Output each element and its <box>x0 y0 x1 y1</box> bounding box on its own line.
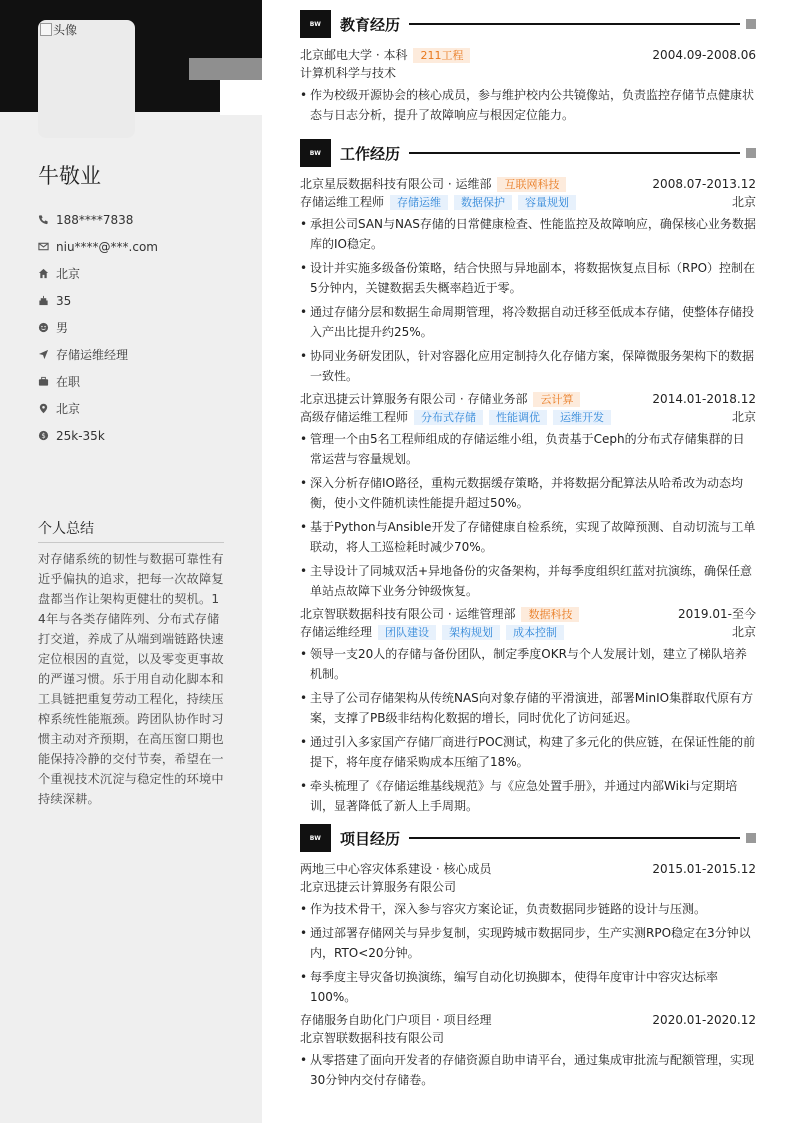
skill-tag: 存储运维 <box>390 195 448 210</box>
list-item: • 每季度主导灾备切换演练，编写自动化切换脚本，使得年度审计中容灾达标率100%。 <box>300 967 756 1007</box>
job-role: 高级存储运维工程师 <box>300 410 409 424</box>
project-bullets <box>300 899 756 1007</box>
work-header <box>300 139 756 167</box>
work-entry <box>300 390 756 601</box>
work-section <box>300 139 756 820</box>
work-entry <box>300 605 756 816</box>
section-end-square <box>746 19 756 29</box>
section-badge: BW <box>300 824 331 852</box>
education-header <box>300 10 756 38</box>
skill-tag: 运维开发 <box>553 410 611 425</box>
phone-icon <box>38 214 56 225</box>
section-end-square <box>746 148 756 158</box>
avatar <box>38 20 135 138</box>
list-item: • 牵头梳理了《存储运维基线规范》与《应急处置手册》，并通过内部Wiki与定期培训，显著降低了新人上手周期。 <box>300 776 756 816</box>
skill-tag: 分布式存储 <box>414 410 483 425</box>
candidate-name: 牛敬业 <box>38 164 101 188</box>
school-name: 北京邮电大学 · 本科 <box>300 48 408 62</box>
skill-tag: 数据保护 <box>454 195 512 210</box>
section-divider <box>409 23 740 25</box>
list-item: • 基于Python与Ansible开发了存储健康自检系统，实现了故障预测、自动切流与工单联动，将人工巡检耗时减少70%。 <box>300 517 756 557</box>
avatar-alt-text: 头像 <box>40 21 77 38</box>
industry-tag: 互联网科技 <box>497 177 566 192</box>
industry-tag: 数据科技 <box>521 607 579 622</box>
project-dates: 2015.01-2015.12 <box>652 862 756 876</box>
list-item: • 管理一个由5名工程师组成的存储运维小组，负责基于Ceph的分布式存储集群的日常运营与容量规划。 <box>300 429 756 469</box>
send-icon <box>38 349 56 360</box>
work-city: 北京 <box>731 625 756 639</box>
job-role: 存储运维经理 <box>300 625 373 639</box>
list-item: • 领导一支20人的存储与备份团队，制定季度OKR与个人发展计划，建立了梯队培养机制。 <box>300 644 756 684</box>
work-city: 北京 <box>731 195 756 209</box>
section-title: 项目经历 <box>340 829 401 848</box>
list-item: • 协同业务研发团队，针对容器化应用定制持久化存储方案，保障微服务架构下的数据一致性。 <box>300 346 756 386</box>
company-name: 北京智联数据科技有限公司 · 运维管理部 <box>300 607 516 621</box>
list-item: • 主导了公司存储架构从传统NAS向对象存储的平滑演进，部署MinIO集群取代原有方案，支撑了PB级非结构化数据的增长，同时优化了访问延迟。 <box>300 688 756 728</box>
summary-title: 个人总结 <box>38 518 224 543</box>
project-bullets <box>300 1050 756 1090</box>
projects-header <box>300 824 756 852</box>
section-divider <box>409 837 740 839</box>
section-title: 教育经历 <box>340 15 401 34</box>
section-title: 工作经历 <box>340 144 401 163</box>
work-dates: 2019.01-至今 <box>678 607 756 621</box>
header-accent-block <box>189 58 262 80</box>
info-residence: 北京 <box>38 260 248 287</box>
work-bullets <box>300 429 756 601</box>
home-icon <box>38 268 56 279</box>
list-item: • 设计并实施多级备份策略，结合快照与异地副本，将数据恢复点目标（RPO）控制在5分钟内，关键数据丢失概率趋近于零。 <box>300 258 756 298</box>
major: 计算机科学与技术 <box>300 66 397 80</box>
job-role: 存储运维工程师 <box>300 195 385 209</box>
work-bullets <box>300 644 756 816</box>
work-dates: 2008.07-2013.12 <box>652 177 756 191</box>
info-job-status: 在职 <box>38 368 248 395</box>
info-age: 35 <box>38 287 248 314</box>
industry-tag: 云计算 <box>533 392 580 407</box>
sidebar <box>0 0 262 1123</box>
school-tag: 211工程 <box>413 48 470 63</box>
projects-section <box>300 824 756 1094</box>
section-end-square <box>746 833 756 843</box>
info-gender: 男 <box>38 314 248 341</box>
money-icon <box>38 430 56 441</box>
broken-image-icon <box>40 23 52 36</box>
header-accent-block-white <box>220 80 262 115</box>
project-dates: 2020.01-2020.12 <box>652 1013 756 1027</box>
mail-icon <box>38 241 56 252</box>
project-name: 存储服务自助化门户项目 · 项目经理 <box>300 1013 492 1027</box>
skill-tag: 架构规划 <box>442 625 500 640</box>
work-dates: 2014.01-2018.12 <box>652 392 756 406</box>
list-item: • 承担公司SAN与NAS存储的日常健康检查、性能监控及故障响应，确保核心业务数据库的IO稳定。 <box>300 214 756 254</box>
education-dates: 2004.09-2008.06 <box>652 48 756 62</box>
list-item: • 深入分析存储IO路径，重构元数据缓存策略，并将数据分配算法从哈希改为动态均衡，使小文件随机读性能提升超过50%。 <box>300 473 756 513</box>
list-item: • 从零搭建了面向开发者的存储资源自助申请平台，通过集成审批流与配额管理，实现30分钟内交付存储卷。 <box>300 1050 756 1090</box>
education-entry <box>300 46 756 125</box>
skill-tag: 容量规划 <box>518 195 576 210</box>
list-item: • 作为技术骨干，深入参与容灾方案论证，负责数据同步链路的设计与压测。 <box>300 899 756 919</box>
section-badge: BW <box>300 139 331 167</box>
project-entry <box>300 860 756 1007</box>
skill-tag: 成本控制 <box>506 625 564 640</box>
work-entry <box>300 175 756 386</box>
contact-info-list <box>38 206 248 449</box>
cake-icon <box>38 295 56 306</box>
list-item: • 主导设计了同城双活+异地备份的灾备架构，并每季度组织红蓝对抗演练，确保任意单站点故障下业务分钟级恢复。 <box>300 561 756 601</box>
list-item: • 通过部署存储网关与异步复制，实现跨城市数据同步，生产实测RPO稳定在3分钟以内，RTO<20分钟。 <box>300 923 756 963</box>
section-divider <box>409 152 740 154</box>
summary-text: 对存储系统的韧性与数据可靠性有近乎偏执的追求，把每一次故障复盘都当作让架构更健壮的契机。14年与各类存储阵列、分布式存储打交道，养成了从端到端链路快速定位根因的直觉，以及零变更事故的严谨习惯。乐于用自动化脚本和工具链把重复劳动工程化，持续压榨系统性能瓶颈。跨团队协作时习惯主动对齐预期，在高压窗口期也能保持冷静的交付节奏，希望在一个重视技术沉淀与稳定性的环境中持续深耕。 <box>38 552 224 806</box>
info-email: niu****@***.com <box>38 233 248 260</box>
project-org: 北京迅捷云计算服务有限公司 <box>300 880 457 894</box>
info-phone: 188****7838 <box>38 206 248 233</box>
info-target-city: 北京 <box>38 395 248 422</box>
list-item: • 作为校级开源协会的核心成员，参与维护校内公共镜像站，负责监控存储节点健康状态与日志分析，提升了故障响应与根因定位能力。 <box>300 85 756 125</box>
skill-tag: 性能调优 <box>489 410 547 425</box>
skill-tag: 团队建设 <box>378 625 436 640</box>
list-item: • 通过引入多家国产存储厂商进行POC测试，构建了多元化的供应链，在保证性能的前提下，将年度存储采购成本压缩了18%。 <box>300 732 756 772</box>
education-section <box>300 10 756 129</box>
company-name: 北京迅捷云计算服务有限公司 · 存储业务部 <box>300 392 528 406</box>
face-icon <box>38 322 56 333</box>
project-name: 两地三中心容灾体系建设 · 核心成员 <box>300 862 492 876</box>
svg-text:$: $ <box>41 431 46 440</box>
briefcase-icon <box>38 376 56 387</box>
work-bullets <box>300 214 756 386</box>
project-org: 北京智联数据科技有限公司 <box>300 1031 445 1045</box>
education-bullets <box>300 85 756 125</box>
section-badge: BW <box>300 10 331 38</box>
location-pin-icon <box>38 403 56 414</box>
list-item: • 通过存储分层和数据生命周期管理，将冷数据自动迁移至低成本存储，使整体存储投入产出比提升约25%。 <box>300 302 756 342</box>
project-entry <box>300 1011 756 1090</box>
info-target-position: 存储运维经理 <box>38 341 248 368</box>
company-name: 北京星辰数据科技有限公司 · 运维部 <box>300 177 492 191</box>
info-salary: $ 25k-35k <box>38 422 248 449</box>
work-city: 北京 <box>731 410 756 424</box>
